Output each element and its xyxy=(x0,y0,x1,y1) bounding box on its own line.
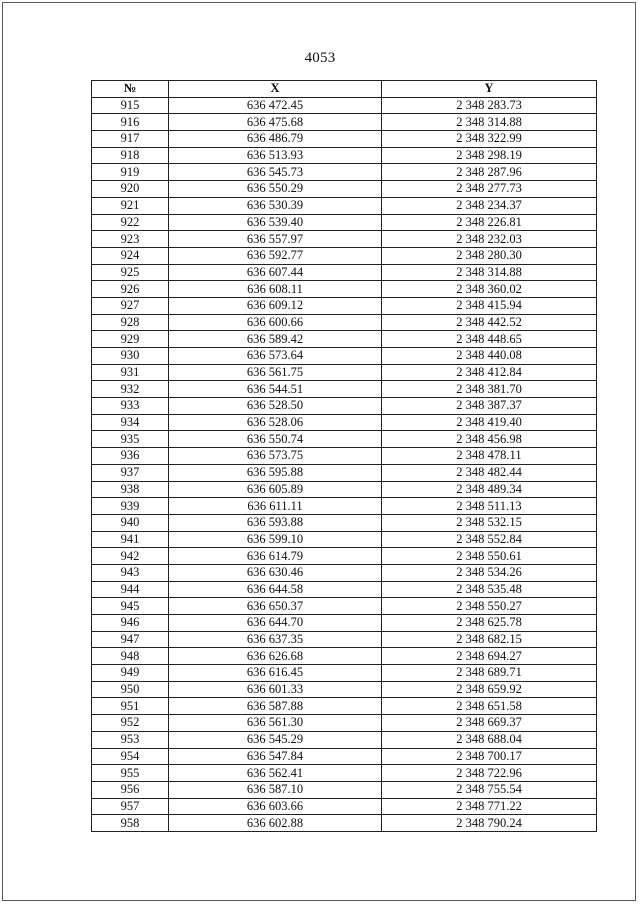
x-coordinate-cell: 636 539.40 xyxy=(169,214,382,231)
y-coordinate-cell: 2 348 534.26 xyxy=(382,564,597,581)
point-number-cell: 937 xyxy=(92,464,169,481)
table-row xyxy=(92,297,597,314)
y-coordinate-cell: 2 348 625.78 xyxy=(382,615,597,632)
x-coordinate-cell: 636 589.42 xyxy=(169,331,382,348)
x-coordinate-cell: 636 528.50 xyxy=(169,398,382,415)
table-row xyxy=(92,615,597,632)
table-header-row xyxy=(92,81,597,98)
point-number-cell: 915 xyxy=(92,97,169,114)
y-coordinate-cell: 2 348 790.24 xyxy=(382,815,597,832)
table-row xyxy=(92,97,597,114)
x-coordinate-cell: 636 644.58 xyxy=(169,581,382,598)
table-row xyxy=(92,348,597,365)
point-number-cell: 916 xyxy=(92,114,169,131)
y-coordinate-cell: 2 348 694.27 xyxy=(382,648,597,665)
point-number-cell: 938 xyxy=(92,481,169,498)
y-coordinate-cell: 2 348 322.99 xyxy=(382,131,597,148)
point-number-cell: 956 xyxy=(92,781,169,798)
point-number-cell: 941 xyxy=(92,531,169,548)
table-row xyxy=(92,815,597,832)
point-number-cell: 955 xyxy=(92,765,169,782)
y-coordinate-cell: 2 348 442.52 xyxy=(382,314,597,331)
table-row xyxy=(92,798,597,815)
table-row xyxy=(92,631,597,648)
point-number-cell: 930 xyxy=(92,348,169,365)
y-coordinate-cell: 2 348 412.84 xyxy=(382,364,597,381)
table-row xyxy=(92,731,597,748)
y-coordinate-cell: 2 348 552.84 xyxy=(382,531,597,548)
table-row xyxy=(92,381,597,398)
x-coordinate-cell: 636 486.79 xyxy=(169,131,382,148)
y-coordinate-cell: 2 348 669.37 xyxy=(382,715,597,732)
x-coordinate-cell: 636 601.33 xyxy=(169,681,382,698)
table-row xyxy=(92,414,597,431)
point-number-cell: 919 xyxy=(92,164,169,181)
point-number-cell: 945 xyxy=(92,598,169,615)
point-number-cell: 947 xyxy=(92,631,169,648)
table-row xyxy=(92,765,597,782)
x-coordinate-cell: 636 637.35 xyxy=(169,631,382,648)
point-number-cell: 933 xyxy=(92,398,169,415)
x-coordinate-cell: 636 599.10 xyxy=(169,531,382,548)
x-coordinate-cell: 636 593.88 xyxy=(169,514,382,531)
table-row xyxy=(92,564,597,581)
x-coordinate-cell: 636 587.88 xyxy=(169,698,382,715)
table-row xyxy=(92,514,597,531)
y-coordinate-cell: 2 348 550.27 xyxy=(382,598,597,615)
y-coordinate-cell: 2 348 314.88 xyxy=(382,264,597,281)
y-coordinate-cell: 2 348 381.70 xyxy=(382,381,597,398)
x-coordinate-cell: 636 530.39 xyxy=(169,197,382,214)
point-number-cell: 920 xyxy=(92,181,169,198)
table-row xyxy=(92,581,597,598)
point-number-cell: 917 xyxy=(92,131,169,148)
table-row xyxy=(92,281,597,298)
x-coordinate-cell: 636 607.44 xyxy=(169,264,382,281)
table-row xyxy=(92,231,597,248)
x-coordinate-cell: 636 614.79 xyxy=(169,548,382,565)
table-row xyxy=(92,681,597,698)
table-row xyxy=(92,197,597,214)
y-coordinate-cell: 2 348 456.98 xyxy=(382,431,597,448)
y-coordinate-cell: 2 348 287.96 xyxy=(382,164,597,181)
x-coordinate-cell: 636 644.70 xyxy=(169,615,382,632)
x-coordinate-cell: 636 608.11 xyxy=(169,281,382,298)
x-coordinate-cell: 636 557.97 xyxy=(169,231,382,248)
table-row xyxy=(92,131,597,148)
y-coordinate-cell: 2 348 700.17 xyxy=(382,748,597,765)
table-row xyxy=(92,715,597,732)
x-coordinate-cell: 636 544.51 xyxy=(169,381,382,398)
point-number-cell: 942 xyxy=(92,548,169,565)
y-coordinate-cell: 2 348 550.61 xyxy=(382,548,597,565)
x-coordinate-cell: 636 602.88 xyxy=(169,815,382,832)
table-row xyxy=(92,481,597,498)
point-number-cell: 946 xyxy=(92,615,169,632)
header-y: Y xyxy=(382,81,597,98)
table-row xyxy=(92,498,597,515)
table-row xyxy=(92,448,597,465)
point-number-cell: 921 xyxy=(92,197,169,214)
point-number-cell: 924 xyxy=(92,247,169,264)
point-number-cell: 943 xyxy=(92,564,169,581)
y-coordinate-cell: 2 348 298.19 xyxy=(382,147,597,164)
x-coordinate-cell: 636 561.75 xyxy=(169,364,382,381)
y-coordinate-cell: 2 348 682.15 xyxy=(382,631,597,648)
table-row xyxy=(92,698,597,715)
x-coordinate-cell: 636 528.06 xyxy=(169,414,382,431)
x-coordinate-cell: 636 475.68 xyxy=(169,114,382,131)
point-number-cell: 931 xyxy=(92,364,169,381)
y-coordinate-cell: 2 348 314.88 xyxy=(382,114,597,131)
table-row xyxy=(92,665,597,682)
table-row xyxy=(92,114,597,131)
x-coordinate-cell: 636 547.84 xyxy=(169,748,382,765)
x-coordinate-cell: 636 513.93 xyxy=(169,147,382,164)
x-coordinate-cell: 636 616.45 xyxy=(169,665,382,682)
y-coordinate-cell: 2 348 688.04 xyxy=(382,731,597,748)
point-number-cell: 923 xyxy=(92,231,169,248)
table-row xyxy=(92,314,597,331)
table-row xyxy=(92,548,597,565)
y-coordinate-cell: 2 348 280.30 xyxy=(382,247,597,264)
x-coordinate-cell: 636 545.73 xyxy=(169,164,382,181)
point-number-cell: 927 xyxy=(92,297,169,314)
y-coordinate-cell: 2 348 689.71 xyxy=(382,665,597,682)
x-coordinate-cell: 636 561.30 xyxy=(169,715,382,732)
y-coordinate-cell: 2 348 415.94 xyxy=(382,297,597,314)
table-row xyxy=(92,531,597,548)
point-number-cell: 934 xyxy=(92,414,169,431)
y-coordinate-cell: 2 348 482.44 xyxy=(382,464,597,481)
table-row xyxy=(92,181,597,198)
table-row xyxy=(92,364,597,381)
header-x: X xyxy=(169,81,382,98)
table-row xyxy=(92,247,597,264)
page-number: 4053 xyxy=(304,50,336,66)
point-number-cell: 939 xyxy=(92,498,169,515)
table-row xyxy=(92,398,597,415)
table-row xyxy=(92,748,597,765)
y-coordinate-cell: 2 348 535.48 xyxy=(382,581,597,598)
x-coordinate-cell: 636 592.77 xyxy=(169,247,382,264)
y-coordinate-cell: 2 348 232.03 xyxy=(382,231,597,248)
y-coordinate-cell: 2 348 511.13 xyxy=(382,498,597,515)
x-coordinate-cell: 636 611.11 xyxy=(169,498,382,515)
x-coordinate-cell: 636 545.29 xyxy=(169,731,382,748)
point-number-cell: 929 xyxy=(92,331,169,348)
y-coordinate-cell: 2 348 440.08 xyxy=(382,348,597,365)
y-coordinate-cell: 2 348 387.37 xyxy=(382,398,597,415)
table-row xyxy=(92,147,597,164)
table-row xyxy=(92,464,597,481)
y-coordinate-cell: 2 348 448.65 xyxy=(382,331,597,348)
x-coordinate-cell: 636 472.45 xyxy=(169,97,382,114)
x-coordinate-cell: 636 603.66 xyxy=(169,798,382,815)
coordinates-table xyxy=(91,80,597,832)
header-number: № xyxy=(92,81,169,98)
point-number-cell: 958 xyxy=(92,815,169,832)
point-number-cell: 949 xyxy=(92,665,169,682)
x-coordinate-cell: 636 605.89 xyxy=(169,481,382,498)
point-number-cell: 954 xyxy=(92,748,169,765)
y-coordinate-cell: 2 348 234.37 xyxy=(382,197,597,214)
table-row xyxy=(92,164,597,181)
x-coordinate-cell: 636 562.41 xyxy=(169,765,382,782)
point-number-cell: 951 xyxy=(92,698,169,715)
point-number-cell: 936 xyxy=(92,448,169,465)
point-number-cell: 950 xyxy=(92,681,169,698)
point-number-cell: 935 xyxy=(92,431,169,448)
table-row xyxy=(92,331,597,348)
x-coordinate-cell: 636 573.64 xyxy=(169,348,382,365)
y-coordinate-cell: 2 348 532.15 xyxy=(382,514,597,531)
point-number-cell: 918 xyxy=(92,147,169,164)
table-row xyxy=(92,598,597,615)
table-row xyxy=(92,264,597,281)
table-row xyxy=(92,431,597,448)
x-coordinate-cell: 636 609.12 xyxy=(169,297,382,314)
y-coordinate-cell: 2 348 722.96 xyxy=(382,765,597,782)
y-coordinate-cell: 2 348 360.02 xyxy=(382,281,597,298)
y-coordinate-cell: 2 348 771.22 xyxy=(382,798,597,815)
table-row xyxy=(92,214,597,231)
point-number-cell: 926 xyxy=(92,281,169,298)
point-number-cell: 953 xyxy=(92,731,169,748)
point-number-cell: 957 xyxy=(92,798,169,815)
y-coordinate-cell: 2 348 419.40 xyxy=(382,414,597,431)
x-coordinate-cell: 636 573.75 xyxy=(169,448,382,465)
y-coordinate-cell: 2 348 651.58 xyxy=(382,698,597,715)
y-coordinate-cell: 2 348 277.73 xyxy=(382,181,597,198)
point-number-cell: 952 xyxy=(92,715,169,732)
table-body xyxy=(92,97,597,831)
y-coordinate-cell: 2 348 659.92 xyxy=(382,681,597,698)
x-coordinate-cell: 636 550.29 xyxy=(169,181,382,198)
point-number-cell: 932 xyxy=(92,381,169,398)
x-coordinate-cell: 636 600.66 xyxy=(169,314,382,331)
x-coordinate-cell: 636 626.68 xyxy=(169,648,382,665)
point-number-cell: 922 xyxy=(92,214,169,231)
point-number-cell: 944 xyxy=(92,581,169,598)
point-number-cell: 928 xyxy=(92,314,169,331)
table-row xyxy=(92,648,597,665)
y-coordinate-cell: 2 348 489.34 xyxy=(382,481,597,498)
x-coordinate-cell: 636 650.37 xyxy=(169,598,382,615)
x-coordinate-cell: 636 587.10 xyxy=(169,781,382,798)
y-coordinate-cell: 2 348 226.81 xyxy=(382,214,597,231)
y-coordinate-cell: 2 348 283.73 xyxy=(382,97,597,114)
point-number-cell: 925 xyxy=(92,264,169,281)
x-coordinate-cell: 636 630.46 xyxy=(169,564,382,581)
y-coordinate-cell: 2 348 755.54 xyxy=(382,781,597,798)
table-row xyxy=(92,781,597,798)
point-number-cell: 948 xyxy=(92,648,169,665)
x-coordinate-cell: 636 595.88 xyxy=(169,464,382,481)
y-coordinate-cell: 2 348 478.11 xyxy=(382,448,597,465)
point-number-cell: 940 xyxy=(92,514,169,531)
x-coordinate-cell: 636 550.74 xyxy=(169,431,382,448)
